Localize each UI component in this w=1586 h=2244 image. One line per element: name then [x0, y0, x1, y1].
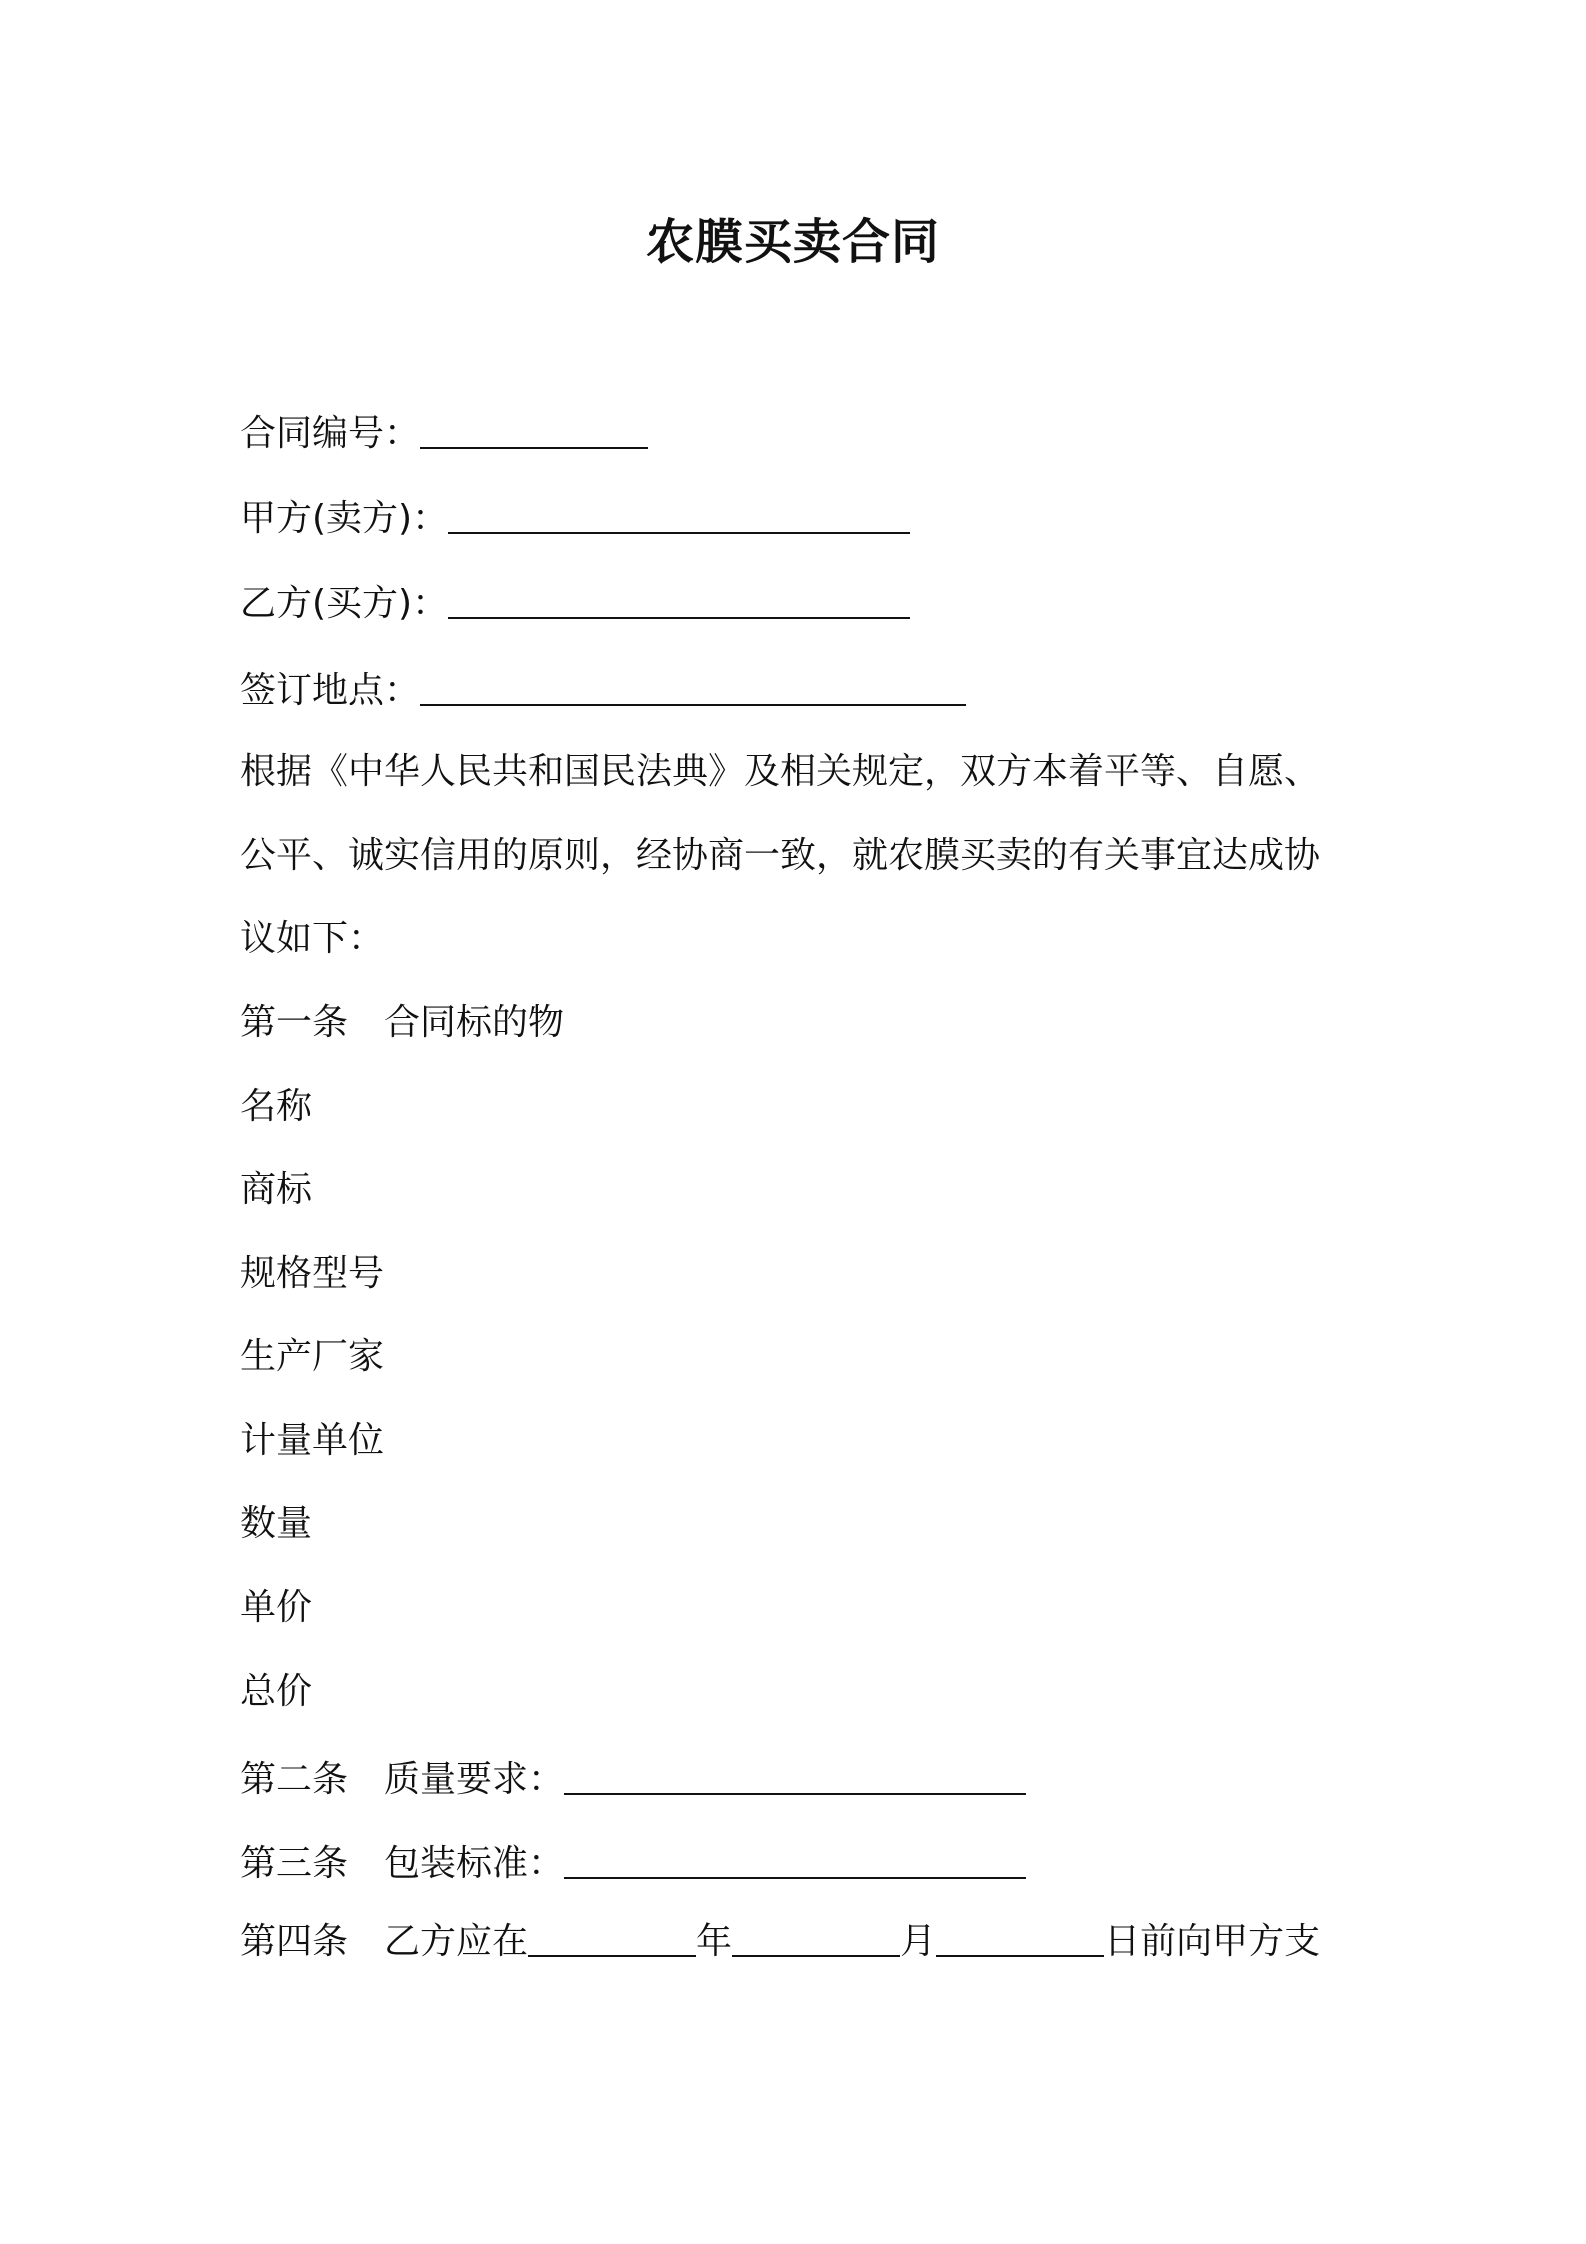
article-1-title: 合同标的物	[384, 1002, 565, 1043]
party-a-blank[interactable]	[448, 498, 910, 534]
article-3-number: 第三条	[240, 1843, 349, 1884]
article-2-number: 第二条	[240, 1759, 349, 1800]
preamble-line-3: 议如下：	[240, 918, 385, 959]
packaging-blank[interactable]	[564, 1843, 1026, 1879]
year-label: 年	[696, 1921, 733, 1962]
article-1-number: 第一条	[240, 1002, 349, 1043]
month-blank[interactable]	[732, 1921, 900, 1957]
item-total-price: 总价	[240, 1671, 313, 1712]
signing-place-label: 签订地点：	[240, 670, 421, 711]
item-spec-model: 规格型号	[240, 1253, 385, 1294]
item-trademark: 商标	[240, 1169, 313, 1210]
party-a-field	[240, 495, 910, 543]
contract-number-field	[240, 410, 648, 458]
article-4-prefix: 乙方应在	[384, 1921, 529, 1962]
article-1-heading	[240, 999, 564, 1047]
article-2	[240, 1756, 1026, 1804]
day-blank[interactable]	[936, 1921, 1104, 1957]
party-a-label: 甲方(卖方)：	[240, 498, 449, 539]
item-name: 名称	[240, 1086, 313, 1127]
party-b-field	[240, 580, 910, 628]
item-manufacturer: 生产厂家	[240, 1336, 385, 1377]
preamble-line-2: 公平、诚实信用的原则，经协商一致，就农膜买卖的有关事宜达成协	[240, 835, 1321, 876]
article-2-label: 质量要求：	[384, 1759, 565, 1800]
article-4-suffix: 日前向甲方支	[1104, 1921, 1321, 1962]
party-b-label: 乙方(买方)：	[240, 583, 449, 624]
contract-number-blank[interactable]	[420, 413, 648, 449]
article-4-number: 第四条	[240, 1921, 349, 1962]
signing-place-field	[240, 667, 966, 715]
month-label: 月	[900, 1921, 937, 1962]
item-unit: 计量单位	[240, 1420, 385, 1461]
preamble-line-1: 根据《中华人民共和国民法典》及相关规定，双方本着平等、自愿、	[240, 751, 1321, 792]
article-3	[240, 1840, 1026, 1888]
quality-blank[interactable]	[564, 1759, 1026, 1795]
article-4	[240, 1918, 1320, 1966]
contract-number-label: 合同编号：	[240, 413, 421, 454]
signing-place-blank[interactable]	[420, 670, 966, 706]
item-quantity: 数量	[240, 1503, 313, 1544]
year-blank[interactable]	[528, 1921, 696, 1957]
item-unit-price: 单价	[240, 1587, 313, 1628]
article-3-label: 包装标准：	[384, 1843, 565, 1884]
party-b-blank[interactable]	[448, 583, 910, 619]
document-title: 农膜买卖合同	[645, 214, 940, 270]
